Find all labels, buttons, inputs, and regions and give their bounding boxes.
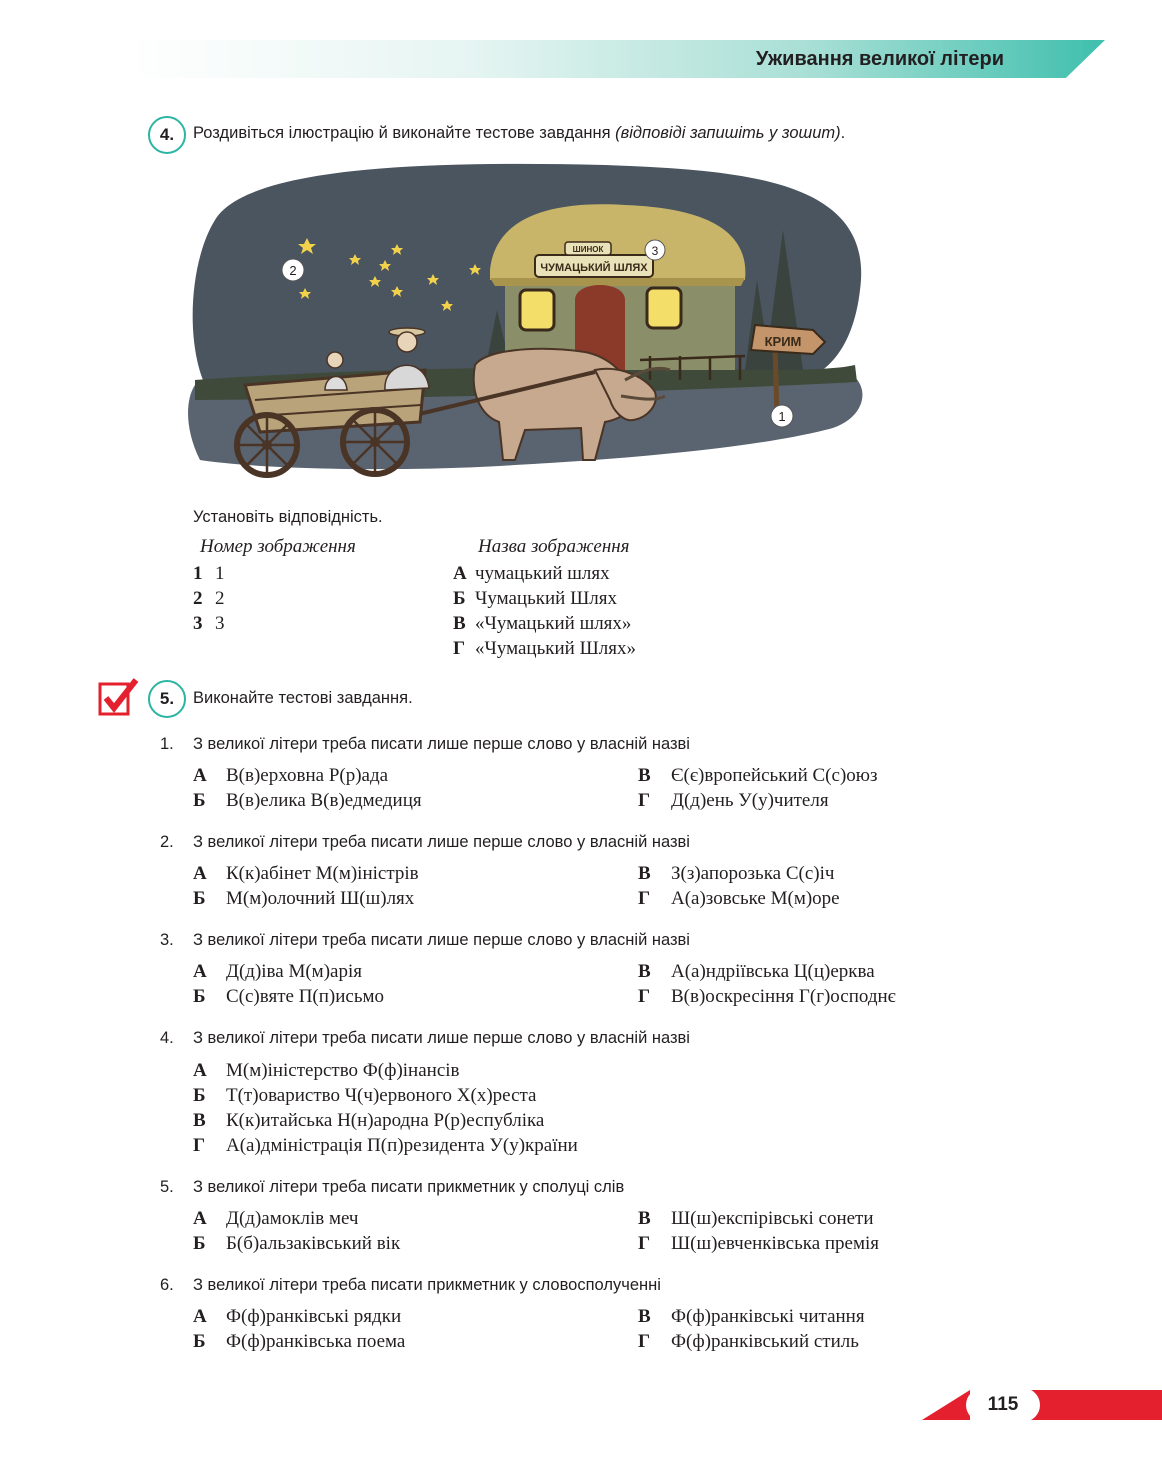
q3-option-v: В А(а)ндріївська Ц(ц)ерква: [638, 961, 875, 982]
q1-option-v: В Є(є)вропейський С(с)оюз: [638, 765, 878, 786]
checkmark-icon: [98, 678, 140, 718]
q4-option-g: Г А(а)дміністрація П(п)резидента У(у)країни: [193, 1135, 578, 1156]
q5-option-b: Б Б(б)альзаківський вік: [193, 1233, 401, 1254]
task-5-instruction: Виконайте тестові завдання.: [193, 689, 413, 707]
q6-option-b: Б Ф(ф)ранківська поема: [193, 1331, 406, 1352]
callout-2: 2: [289, 263, 297, 278]
q6-option-a: А Ф(ф)ранківські рядки: [193, 1306, 402, 1327]
q4-option-v: В К(к)итайська Н(н)ародна Р(р)еспубліка: [193, 1110, 545, 1131]
task-4-number: 4.: [148, 116, 186, 154]
q2-option-v: В З(з)апорозька С(с)іч: [638, 863, 835, 884]
question-2: 2. З великої літери треба писати лише перше слово у власній назві: [160, 833, 690, 851]
right-row-c: В «Чумацький шлях»: [453, 613, 632, 634]
q1-option-g: Г Д(д)ень У(у)чителя: [638, 790, 829, 811]
q5-option-a: А Д(д)амоклів меч: [193, 1208, 359, 1229]
q3-option-b: Б С(с)вяте П(п)исьмо: [193, 986, 385, 1007]
task-5-number: 5.: [148, 680, 186, 718]
question-4: 4. З великої літери треба писати лише перше слово у власній назві: [160, 1029, 690, 1047]
q6-option-g: Г Ф(ф)ранківський стиль: [638, 1331, 859, 1352]
inn-small-sign-text: ШИНОК: [572, 245, 604, 254]
question-1: 1. З великої літери треба писати лише перше слово у власній назві: [160, 735, 690, 753]
q5-option-g: Г Ш(ш)евченківська премія: [638, 1233, 880, 1254]
q3-option-a: А Д(д)іва М(м)арія: [193, 961, 362, 982]
q2-option-g: Г А(а)зовське М(м)оре: [638, 888, 840, 909]
match-instruction: Установіть відповідність.: [193, 508, 383, 526]
q4-option-b: Б Т(т)овариство Ч(ч)ервоного Х(х)реста: [193, 1085, 537, 1106]
left-row-1: 1 1: [193, 563, 225, 584]
right-row-d: Г «Чумацький Шлях»: [453, 638, 636, 659]
q5-option-v: В Ш(ш)експірівські сонети: [638, 1208, 874, 1229]
page-number: 115: [966, 1388, 1040, 1422]
page-title: Уживання великої літери: [755, 48, 1004, 70]
chumak-night-illustration: [185, 160, 865, 492]
road-sign-text: КРИМ: [764, 334, 802, 349]
right-row-a: А чумацький шлях: [453, 563, 610, 584]
inn-sign-text: ЧУМАЦЬКИЙ ШЛЯХ: [540, 262, 648, 274]
left-row-2: 2 2: [193, 588, 225, 609]
q3-option-g: Г В(в)оскресіння Г(г)осподнє: [638, 986, 896, 1007]
q4-option-a: А М(м)іністерство Ф(ф)інансів: [193, 1060, 460, 1081]
q2-option-a: А К(к)абінет М(м)іністрів: [193, 863, 419, 884]
question-3: 3. З великої літери треба писати лише перше слово у власній назві: [160, 931, 690, 949]
right-row-b: Б Чумацький Шлях: [453, 588, 617, 609]
q2-option-b: Б М(м)олочний Ш(ш)лях: [193, 888, 415, 909]
footer-bar: [1030, 1390, 1162, 1420]
left-column-header: Номер зображення: [200, 536, 356, 557]
callout-1: 1: [778, 409, 786, 424]
question-5: 5. З великої літери треба писати прикметник у сполуці слів: [160, 1178, 625, 1196]
q1-option-a: А В(в)ерховна Р(р)ада: [193, 765, 389, 786]
question-6: 6. З великої літери треба писати прикметник у словосполученні: [160, 1276, 661, 1294]
footer-accent: [922, 1390, 970, 1420]
task-4-instruction: Роздивіться ілюстрацію й виконайте тестове завдання (відповіді запишіть у зошит).: [193, 124, 846, 142]
q1-option-b: Б В(в)елика В(в)едмедиця: [193, 790, 422, 811]
q6-option-v: В Ф(ф)ранківські читання: [638, 1306, 865, 1327]
callout-3: 3: [651, 244, 659, 258]
left-row-3: 3 3: [193, 613, 225, 634]
right-column-header: Назва зображення: [478, 536, 630, 557]
